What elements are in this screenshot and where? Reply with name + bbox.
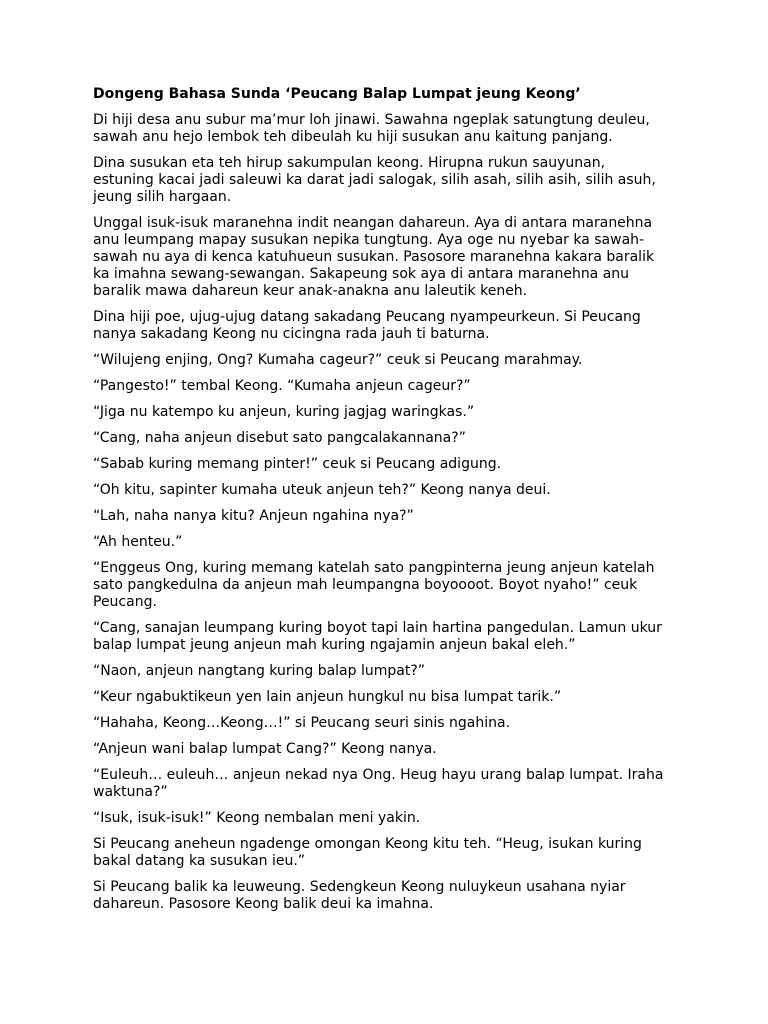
- paragraph: [93, 879, 683, 913]
- text-line: baralik mawa dahareun keur anak-anakna anu laleutik keneh.: [93, 283, 528, 299]
- text-line: “Cang, sanajan leumpang kuring boyot tapi lain hartina pangedulan. Lamun ukur: [93, 620, 662, 636]
- text-line: Di hiji desa anu subur ma’mur loh jinawi. Sawahna ngeplak satungtung deuleu,: [93, 112, 650, 128]
- text-line: sawah anu hejo lembok teh dibeulah ku hiji susukan anu kaitung panjang.: [93, 129, 613, 145]
- text-line: Dina hiji poe, ujug-ujug datang sakadang Peucang nyampeurkeun. Si Peucang: [93, 309, 641, 325]
- text-line: Unggal isuk-isuk maranehna indit neangan dahareun. Aya di antara maranehna: [93, 215, 653, 231]
- document-page: [93, 86, 683, 922]
- paragraph: [93, 741, 683, 758]
- paragraph: [93, 430, 683, 447]
- text-line: “Sabab kuring memang pinter!” ceuk si Peucang adigung.: [93, 456, 502, 472]
- paragraph: [93, 534, 683, 551]
- text-line: Dina susukan eta teh hirup sakumpulan keong. Hirupna rukun sauyunan,: [93, 155, 606, 171]
- text-line: sato pangkedulna da anjeun mah leumpangna boyoooot. Boyot nyaho!” ceuk: [93, 577, 638, 593]
- paragraph: [93, 767, 683, 801]
- paragraph: [93, 620, 683, 654]
- text-line: dahareun. Pasosore Keong balik deui ka imahna.: [93, 896, 434, 912]
- text-line: “Pangesto!” tembal Keong. “Kumaha anjeun cageur?”: [93, 378, 471, 394]
- text-line: estuning kacai jadi saleuwi ka darat jadi salogak, silih asah, silih asih, silih asuh,: [93, 172, 656, 188]
- text-line: “Wilujeng enjing, Ong? Kumaha cageur?” ceuk si Peucang marahmay.: [93, 352, 583, 368]
- paragraph: [93, 112, 683, 146]
- text-line: waktuna?”: [93, 784, 168, 800]
- text-line: anu leumpang mapay susukan nepika tungtung. Aya oge nu nyebar ka sawah-: [93, 232, 645, 248]
- text-line: jeung silih hargaan.: [93, 189, 232, 205]
- text-line: “Enggeus Ong, kuring memang katelah sato pangpinterna jeung anjeun katelah: [93, 560, 655, 576]
- paragraph: [93, 689, 683, 706]
- text-line: Peucang.: [93, 594, 157, 610]
- text-line: Si Peucang aneheun ngadenge omongan Keong kitu teh. “Heug, isukan kuring: [93, 836, 642, 852]
- paragraph: [93, 215, 683, 300]
- document-title: Dongeng Bahasa Sunda ‘Peucang Balap Lumpat jeung Keong’: [93, 86, 581, 102]
- text-line: sawah nu aya di kenca katuhueun susukan. Pasosore maranehna kakara baralik: [93, 249, 655, 265]
- paragraph: [93, 508, 683, 525]
- text-line: “Cang, naha anjeun disebut sato pangcalakannana?”: [93, 430, 466, 446]
- document-body: [93, 112, 683, 913]
- text-line: balap lumpat jeung anjeun mah kuring ngajamin anjeun bakal eleh.”: [93, 637, 576, 653]
- paragraph: [93, 836, 683, 870]
- paragraph: [93, 810, 683, 827]
- paragraph: [93, 404, 683, 421]
- paragraph: [93, 309, 683, 343]
- paragraph: [93, 715, 683, 732]
- text-line: “Anjeun wani balap lumpat Cang?” Keong nanya.: [93, 741, 437, 757]
- text-line: “Naon, anjeun nangtang kuring balap lumpat?”: [93, 663, 426, 679]
- text-line: “Oh kitu, sapinter kumaha uteuk anjeun teh?” Keong nanya deui.: [93, 482, 551, 498]
- text-line: “Lah, naha nanya kitu? Anjeun ngahina nya?”: [93, 508, 414, 524]
- text-line: “Keur ngabuktikeun yen lain anjeun hungkul nu bisa lumpat tarik.”: [93, 689, 562, 705]
- paragraph: [93, 456, 683, 473]
- text-line: “Hahaha, Keong…Keong…!” si Peucang seuri sinis ngahina.: [93, 715, 511, 731]
- text-line: “Euleuh… euleuh… anjeun nekad nya Ong. Heug hayu urang balap lumpat. Iraha: [93, 767, 664, 783]
- paragraph: [93, 352, 683, 369]
- paragraph: [93, 155, 683, 206]
- paragraph: [93, 378, 683, 395]
- text-line: “Isuk, isuk-isuk!” Keong nembalan meni yakin.: [93, 810, 421, 826]
- paragraph: [93, 663, 683, 680]
- paragraph: [93, 482, 683, 499]
- text-line: “Jiga nu katempo ku anjeun, kuring jagjag waringkas.”: [93, 404, 475, 420]
- text-line: “Ah henteu.”: [93, 534, 183, 550]
- text-line: nanya sakadang Keong nu cicingna rada jauh ti baturna.: [93, 326, 490, 342]
- text-line: bakal datang ka susukan ieu.”: [93, 853, 306, 869]
- text-line: ka imahna sewang-sewangan. Sakapeung sok aya di antara maranehna anu: [93, 266, 630, 282]
- text-line: Si Peucang balik ka leuweung. Sedengkeun Keong nuluykeun usahana nyiar: [93, 879, 626, 895]
- paragraph: [93, 560, 683, 611]
